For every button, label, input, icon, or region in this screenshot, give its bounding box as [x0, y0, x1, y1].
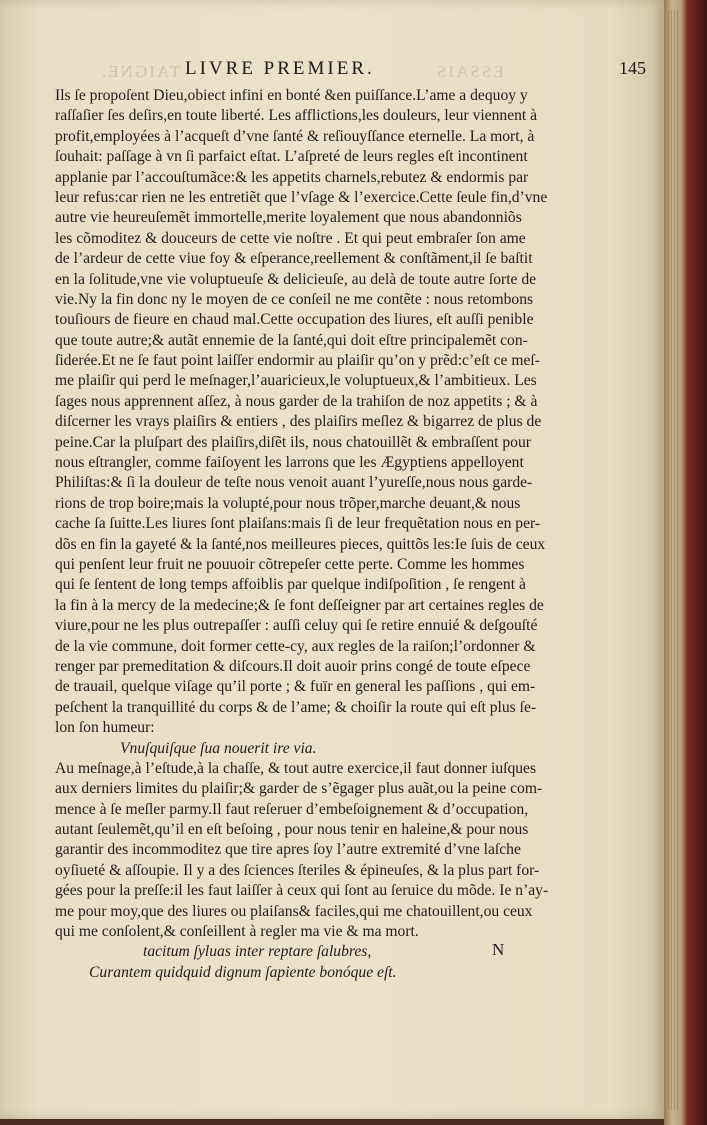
- text-line: garantir des incommoditez que tire apres ſoy l’autre extremité d’vne laſche: [55, 841, 521, 859]
- text-line: me pour moy,que des liures ou plaiſans& faciles,qui me chatouillent,ou ceux: [55, 902, 533, 920]
- text-line: que toute autre;& autãt ennemie de la ſanté,qui doit eſtre principalemẽt con-: [55, 331, 528, 349]
- text-line: ſiderée.Et ne ſe faut point laiſſer endormir au plaiſir qu’on y prẽd:c’eſt ce meſ-: [55, 352, 540, 370]
- text-line: Philiſtas:& ſi la douleur de teſte nous venoit auant l’yureſſe,nous nous garde-: [55, 474, 533, 492]
- text-line: aux derniers limites du plaiſir;& garder de s’ẽgager plus auãt,ou la peine com-: [55, 780, 543, 798]
- text-line: les cõmoditez & douceurs de cette vie noſtre . Et qui peut embraſer ſon ame: [55, 229, 526, 247]
- text-line: touſiours de fieure en chaud mal.Cette occupation des liures, eſt auſſi penible: [55, 311, 534, 329]
- body-text: [55, 86, 647, 983]
- text-line: peine.Car la pluſpart des plaiſirs,diſẽt ils, nous chatouillẽt & embraſſent pour: [55, 433, 531, 451]
- text-line: ſages nous apprennent aſſez, à nous garder de la trahiſon de noz appetits ; & à: [55, 392, 538, 410]
- latin-quote-line-2: Curantem quidquid dignum ſapiente bonóque eſt.: [89, 963, 397, 981]
- page-edges: [668, 10, 680, 1110]
- text-line: en la ſolitude,vne vie voluptueuſe & delicieuſe, au delà de toute autre ſorte de: [55, 270, 537, 288]
- text-line: Ils ſe propoſent Dieu,obiect infini en bonté &en puiſſance.L’ame a dequoy y: [55, 87, 528, 104]
- text-line: oyſiueté & aſſoupie. Il y a des ſciences ſteriles & épineuſes, & la plus part for-: [55, 861, 540, 879]
- text-line: cache ſa ſuitte.Les liures ſont plaiſans:mais ſi de leur frequẽtation nous en per-: [55, 515, 541, 533]
- text-line: qui me conſolent,& conſeillent à regler ma vie & ma mort.: [55, 923, 419, 941]
- text-line: autant ſeulemẽt,qu’il en eſt beſoing , pour nous tenir en haleine,& pour nous: [55, 821, 529, 839]
- text-line: lon ſon humeur:: [55, 719, 155, 737]
- signature-mark: N: [492, 940, 505, 959]
- text-line: rions de trop boire;mais la volupté,pour nous trõper,marche deuant,& nous: [55, 494, 521, 512]
- latin-quote-line-1: tacitum ſyluas inter reptare ſalubres,: [143, 943, 372, 961]
- text-line: vie.Ny la fin donc ny le moyen de ce conſeil ne me contẽte : nous retombons: [55, 290, 534, 308]
- text-line: de trauail, quelque viſage qu’il porte ; & fuïr en general les paſſions , qui em-: [55, 678, 536, 696]
- text-line: viure,pour ne les plus outrepaſſer : auſſi celuy qui ſe retire ennuié & deſgouſté: [55, 617, 538, 635]
- running-head: LIVRE PREMIER.: [185, 58, 375, 79]
- text-line: gées pour la preſſe:il les faut laiſſer à ceux qui ſont au ſeruice du mõde. Ie n’ay-: [55, 882, 549, 900]
- text-line: peſchent la tranquillité du corps & de l’ame; & choiſir la route qui eſt plus ſe-: [55, 698, 537, 716]
- text-line: la fin à la mercy de la medecine;& ſe font deſſeigner par art certaines regles de: [55, 596, 544, 614]
- text-line: qui ſe ſentent de long temps affoiblis par quelque indiſpoſition , ſe rengent à: [55, 576, 526, 594]
- text-line: profit,employées à l’acqueſt d’vne ſanté & reſiouyſſance eternelle. La mort, à: [55, 127, 535, 145]
- text-line: qui penſent leur fruit ne pouuoir cõtrepeſer cette perte. Comme les hommes: [55, 555, 525, 573]
- latin-quote: Vnuſquiſque ſua nouerit ire via.: [120, 739, 317, 757]
- text-line: leur refus:car rien ne les entretiẽt que l’vſage & l’exercice.Cette ſeule fin,d’vne: [55, 188, 548, 206]
- bleed-through-right: ESSAIS: [435, 62, 504, 81]
- text-line: de la vie commune, doit former cette-cy, aux regles de la raiſon;l’ordonner &: [55, 637, 536, 655]
- text-line: applanie par l’accouſtumãce:& les appetits charnels,rebutez & endormis par: [55, 168, 529, 186]
- text-line: dõs en fin la gayeté & la ſanté,nos meilleures pieces, quittõs les:Ie ſuis de ceux: [55, 535, 546, 553]
- text-line: de l’ardeur de cette viue foy & eſperance,reellement & conſtãment,il ſe baſtit: [55, 250, 533, 268]
- text-line: raſſaſier ſes deſirs,en toute liberté. Les afflictions,les douleurs, leur viennent à: [55, 107, 538, 125]
- text-line: autre vie heureuſemẽt immortelle,merite loyalement que nous abandonniõs: [55, 209, 522, 227]
- page-number: 145: [619, 58, 646, 78]
- text-line: me plaiſir qui perd le meſnager,l’auaricieux,le voluptueux,& l’ambitieux. Les: [55, 372, 537, 390]
- text-line: renger par premeditation & diſcours.Il doit auoir prins congé de toute eſpece: [55, 657, 531, 675]
- text-line: ſouhait: paſſage à vn ſi parfaict eſtat. L’aſpreté de leurs regles eſt incontinent: [55, 148, 528, 166]
- page-header: [40, 58, 650, 86]
- text-line: nous eſtrangler, comme faiſoyent les larrons que les Ægyptiens appelloyent: [55, 454, 524, 472]
- bleed-through-left: TAIGNE.: [100, 62, 181, 81]
- text-line: diſcerner les vrays plaiſirs & entiers , des plaiſirs meſlez & bigarrez de plus de: [55, 413, 542, 431]
- text-line: Au meſnage,à l’eſtude,à la chaſſe, & tout autre exercice,il faut donner iuſques: [55, 759, 537, 777]
- text-line: mence à ſe meſler parmy.Il faut reſeruer d’embeſoignement & d’occupation,: [55, 800, 529, 818]
